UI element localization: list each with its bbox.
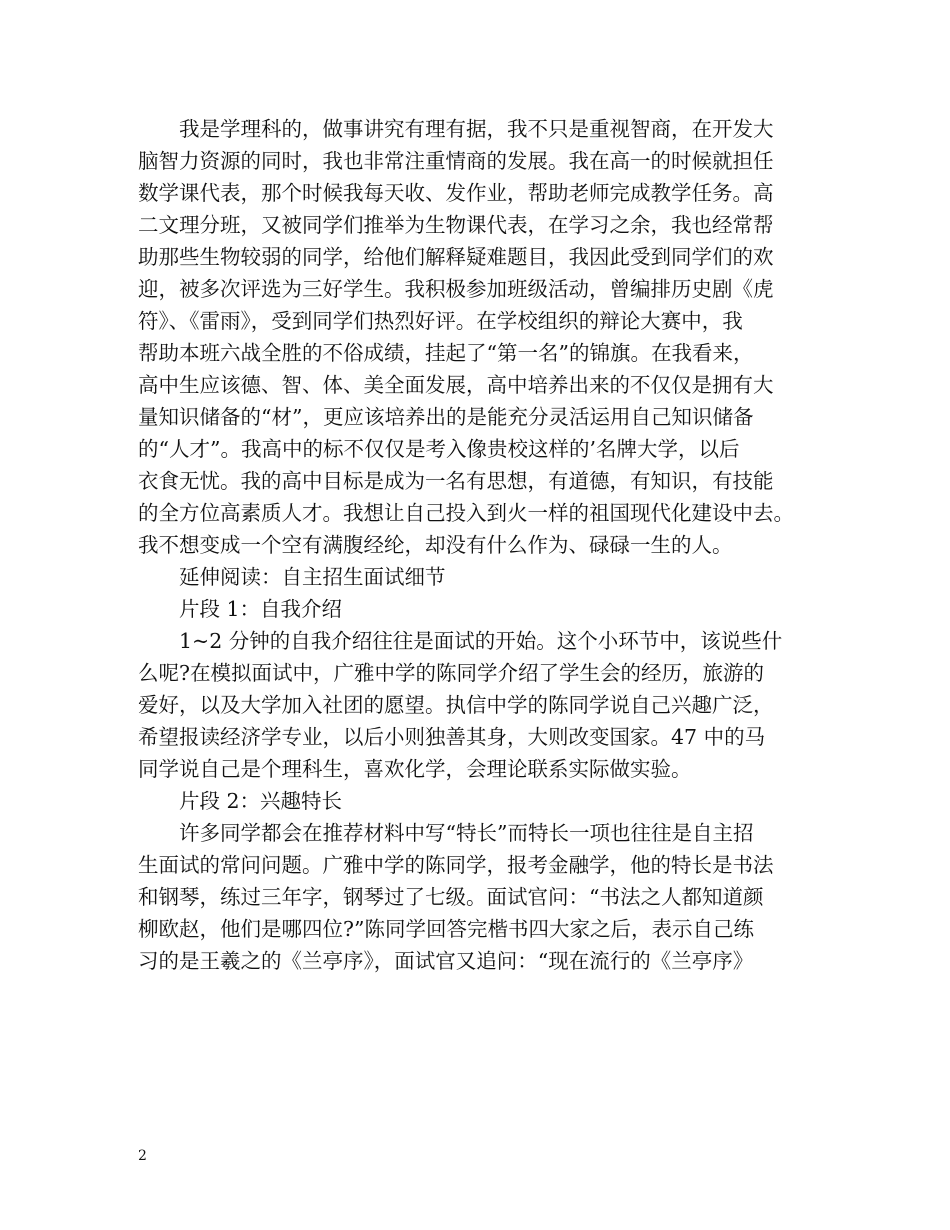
text-line: 我不想变成一个空有满腹经纶，却没有什么作为、碌碌一生的人。 [138, 533, 733, 557]
text-line: 的全方位高素质人才。我想让自己投入到火一样的祖国现代化建设中去。 [138, 501, 794, 525]
subsection-heading: 片段 2：兴趣特长 [138, 789, 343, 813]
page-number: 2 [138, 1148, 147, 1164]
text-line: 许多同学都会在推荐材料中写“特长”而特长一项也往往是自主招 [138, 821, 754, 845]
subsection-heading: 片段 1：自我介绍 [138, 597, 343, 621]
text-line: 么呢?在模拟面试中，广雅中学的陈同学介绍了学生会的经历，旅游的 [138, 661, 764, 685]
text-line: 量知识储备的“材”，更应该培养出的是能充分灵活运用自己知识储备 [138, 405, 754, 429]
text-line: 希望报读经济学专业，以后小则独善其身，大则改变国家。47 中的马 [138, 725, 766, 749]
text-line: 1~2 分钟的自我介绍往往是面试的开始。这个小环节中，该说些什 [138, 629, 783, 653]
text-line: 脑智力资源的同时，我也非常注重情商的发展。我在高一的时候就担任 [138, 149, 774, 173]
section-heading: 延伸阅读：自主招生面试细节 [138, 565, 446, 589]
text-line: 迎，被多次评选为三好学生。我积极参加班级活动，曾编排历史剧《虎 [138, 277, 774, 301]
text-line: 高中生应该德、智、体、美全面发展，高中培养出来的不仅仅是拥有大 [138, 373, 774, 397]
text-line: 柳欧赵，他们是哪四位?”陈同学回答完楷书四大家之后，表示自己练 [138, 917, 754, 941]
text-line: 助那些生物较弱的同学，给他们解释疑难题目，我因此受到同学们的欢 [138, 245, 774, 269]
text-line: 的“人才”。我高中的标不仅仅是考入像贵校这样的’名牌大学，以后 [138, 437, 740, 461]
text-line: 同学说自己是个理科生，喜欢化学，会理论联系实际做实验。 [138, 757, 692, 781]
text-line: 衣食无忧。我的高中目标是成为一名有思想，有道德，有知识，有技能 [138, 469, 774, 493]
text-line: 生面试的常问问题。广雅中学的陈同学，报考金融学，他的特长是书法 [138, 853, 774, 877]
text-line: 爱好，以及大学加入社团的愿望。执信中学的陈同学说自己兴趣广泛， [138, 693, 774, 717]
text-line: 和钢琴，练过三年字，钢琴过了七级。面试官问：“书法之人都知道颜 [138, 885, 764, 909]
text-line: 数学课代表，那个时候我每天收、发作业，帮助老师完成教学任务。高 [138, 181, 774, 205]
text-line: 帮助本班六战全胜的不俗成绩，挂起了“第一名”的锦旗。在我看来， [138, 341, 754, 365]
text-line: 习的是王羲之的《兰亭序》，面试官又追问：“现在流行的《兰亭序》 [138, 949, 754, 973]
text-line: 符》、《雷雨》，受到同学们热烈好评。在学校组织的辩论大赛中，我 [138, 309, 743, 333]
body-text [138, 113, 828, 977]
text-line: 二文理分班，又被同学们推举为生物课代表，在学习之余，我也经常帮 [138, 213, 774, 237]
text-line: 我是学理科的，做事讲究有理有据，我不只是重视智商，在开发大 [138, 117, 774, 141]
